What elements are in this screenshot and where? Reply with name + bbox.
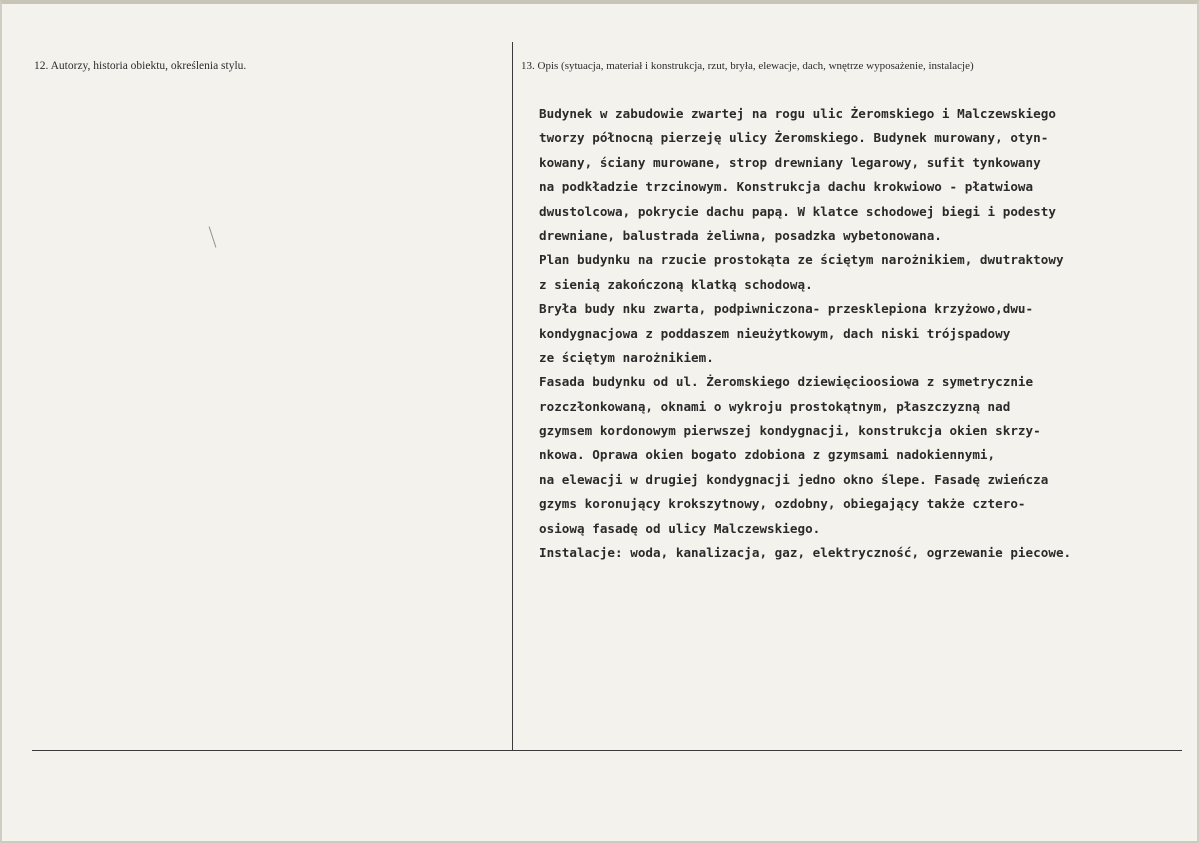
description-line: kowany, ściany murowane, strop drewniany legarowy, sufit tynkowany — [539, 154, 1041, 170]
description-line: gzymsem kordonowym pierwszej kondygnacji, konstrukcja okien skrzy- — [539, 423, 1041, 439]
description-line: drewniane, balustrada żeliwna, posadzka wybetonowana. — [539, 227, 942, 243]
description-line: rozczłonkowaną, oknami o wykroju prostokątnym, płaszczyzną nad — [539, 398, 1011, 414]
description-line: kondygnacjowa z poddaszem nieużytkowym, dach niski trójspadowy — [539, 325, 1011, 341]
description-line: na podkładzie trzcinowym. Konstrukcja dachu krokwiowo - płatwiowa — [539, 179, 1034, 195]
description-line: tworzy północną pierzeję ulicy Żeromskiego. Budynek murowany, otyn- — [539, 130, 1049, 146]
section-12-header: 12. Autorzy, historia obiektu, określenia stylu. — [34, 60, 247, 72]
description-line: Bryła budy nku zwarta, podpiwniczona- przesklepiona krzyżowo,dwu- — [539, 301, 1034, 317]
description-line: z sienią zakończoną klatką schodową. — [539, 276, 813, 292]
description-line: Fasada budynku od ul. Żeromskiego dziewięcioosiowa z symetrycznie — [539, 374, 1034, 390]
description-text — [539, 102, 1179, 565]
description-line: Budynek w zabudowie zwartej na rogu ulic Żeromskiego i Malczewskiego — [539, 106, 1056, 121]
description-line: Plan budynku na rzucie prostokąta ze ściętym narożnikiem, dwutraktowy — [539, 252, 1064, 268]
description-line: osiową fasadę od ulicy Malczewskiego. — [539, 520, 821, 536]
description-line: Instalacje: woda, kanalizacja, gaz, elektryczność, ogrzewanie piecowe. — [539, 545, 1072, 561]
section-13-header: 13. Opis (sytuacja, materiał i konstrukcja, rzut, bryła, elewacje, dach, wnętrze wyposażenie, instalacje) — [521, 60, 974, 72]
column-divider — [512, 42, 513, 750]
pen-mark — [209, 226, 217, 247]
description-line: gzyms koronujący krokszytnowy, ozdobny, obiegający także cztero- — [539, 496, 1026, 512]
description-line: ze ściętym narożnikiem. — [539, 349, 714, 365]
description-line: na elewacji w drugiej kondygnacji jedno okno ślepe. Fasadę zwieńcza — [539, 471, 1049, 487]
description-line: nkowa. Oprawa okien bogato zdobiona z gzymsami nadokiennymi, — [539, 447, 996, 463]
bottom-rule — [32, 750, 1182, 751]
description-line: dwustolcowa, pokrycie dachu papą. W klatce schodowej biegi i podesty — [539, 203, 1056, 219]
